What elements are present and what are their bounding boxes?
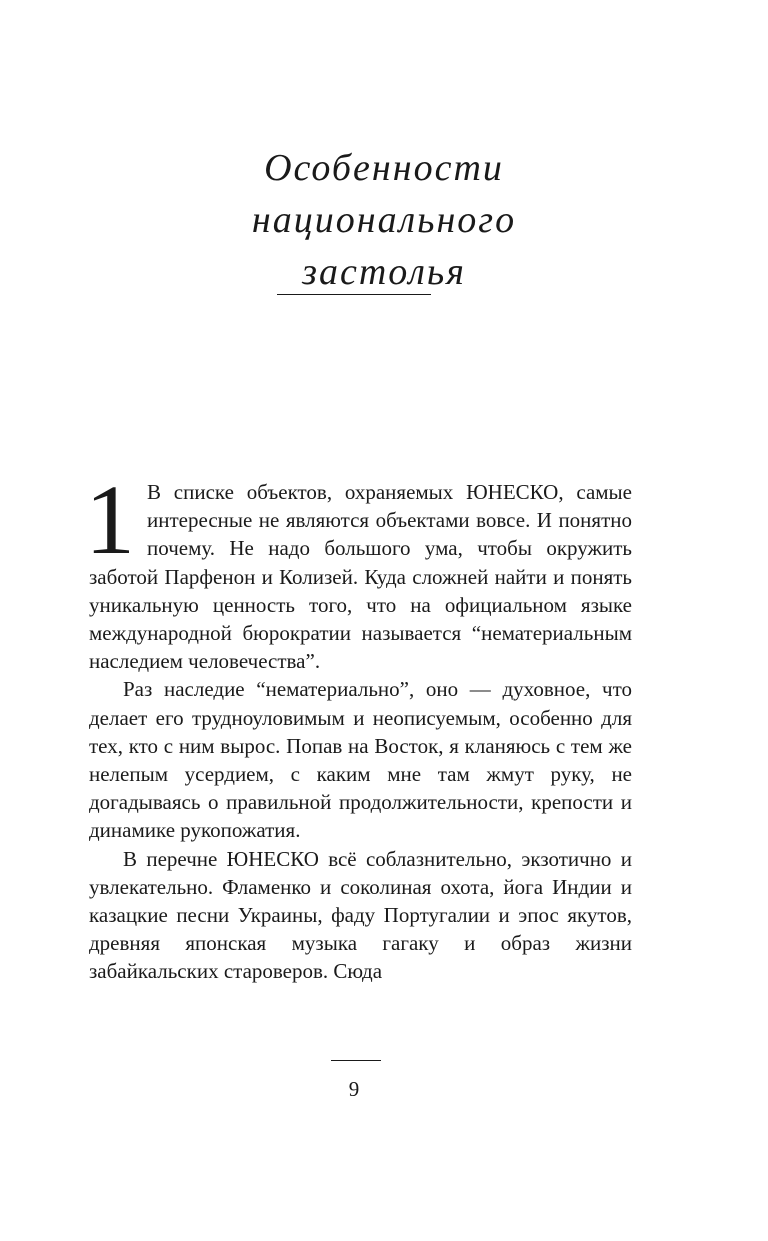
page-number-divider	[331, 1060, 381, 1061]
drop-cap: 1	[85, 464, 135, 575]
chapter-title-line-3: застолья	[302, 251, 466, 293]
chapter-title-line-2: национального	[251, 199, 517, 241]
paragraph-1	[85, 464, 632, 675]
paragraph-2: Раз наследие “нематериально”, оно — духовное, что делает его трудноуловимым и неописуемым, особенно для тех, кто с ним вырос. Попав на Восток, я кланяюсь с тем же нелепым усердием, с каким мне там жмут руку, не догадываясь о правильной продолжительности, крепости и динамике рукопожатия.	[89, 677, 632, 843]
paragraph-3: В перечне ЮНЕСКО всё соблазнительно, экзотично и увлекательно. Фламенко и соколиная охота, йога Индии и казацкие песни Украины, фаду Португалии и эпос якутов, древняя японская музыка гагаку и образ жизни забайкальских староверов. Сюда	[89, 846, 632, 984]
chapter-title-line-1: Особенности	[264, 147, 504, 189]
paragraph-1-text: В списке объектов, охраняемых ЮНЕСКО, самые интересные не являются объектами вовсе. И понятно почему. Не надо большого ума, чтобы окружить заботой Парфенон и Колизей. Куда сложней найти и понять уникальную ценность того, что на официальном языке международной бюрократии называется “нематериальным наследием человечества”.	[89, 480, 632, 674]
chapter-title	[0, 142, 768, 298]
page-number: 9	[348, 1077, 360, 1101]
body-text	[85, 464, 632, 986]
title-divider	[277, 294, 431, 295]
